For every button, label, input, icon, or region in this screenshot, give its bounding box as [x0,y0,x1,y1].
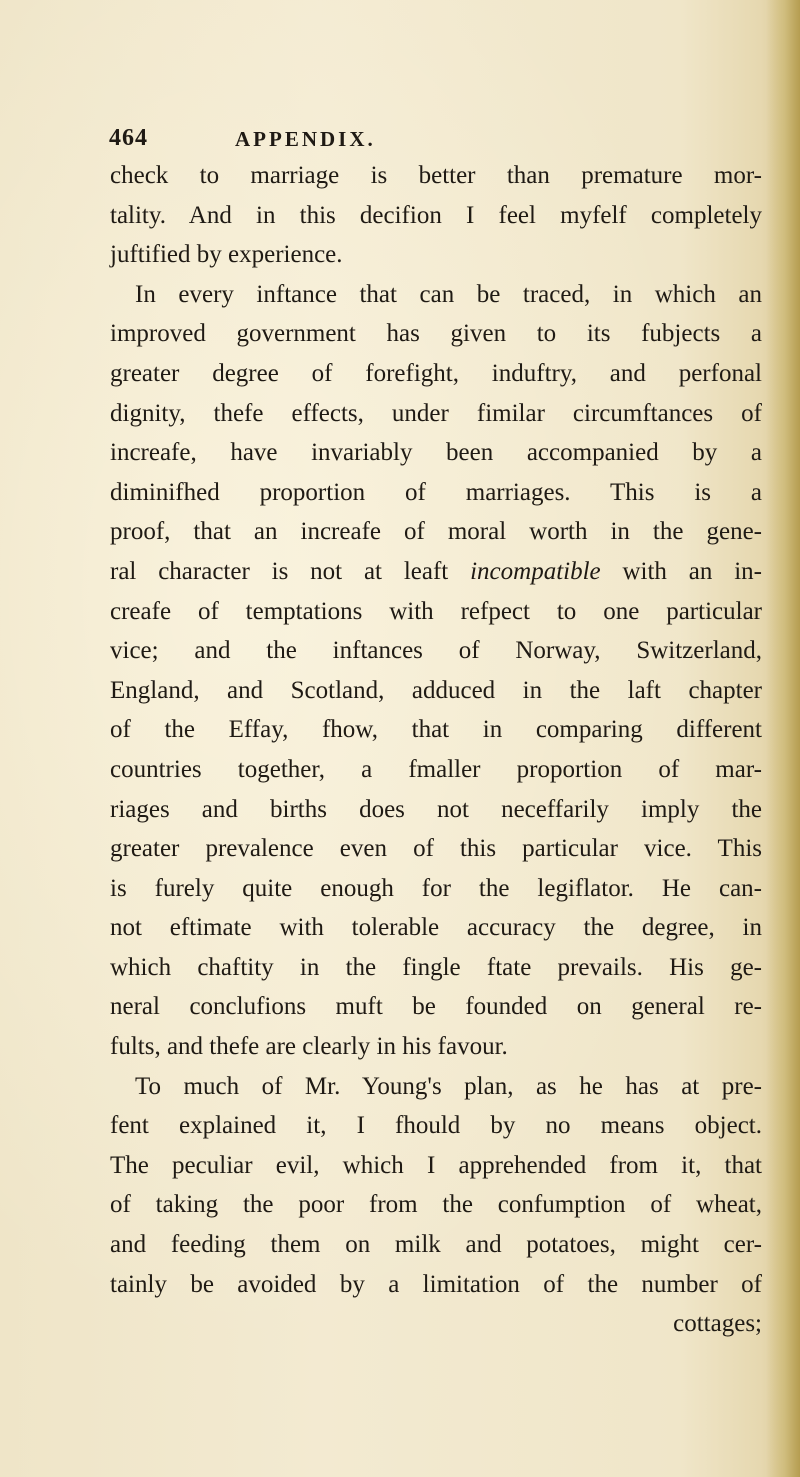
page-number: 464 [109,125,148,151]
text-line: is furely quite enough for the legiflator. He can- [110,874,762,902]
body-text [110,156,762,1344]
paragraph-start-line: To much of Mr. Young's plan, as he has at pre- [135,1072,762,1100]
text-line: and feeding them on milk and potatoes, might cer- [110,1231,762,1259]
text-line: creafe of temptations with refpect to one particular [110,597,762,625]
page-edge-shadow [766,0,800,1477]
text-line: tainly be avoided by a limitation of the number of [110,1270,762,1298]
running-head: APPENDIX. [235,127,376,151]
catchword: cottages; [673,1310,762,1338]
text-line: diminifhed proportion of marriages. This is a [110,478,762,506]
text-fragment: ral character is not at leaft [110,557,471,585]
text-line: riages and births does not neceffarily imply the [110,795,762,823]
text-line: of taking the poor from the confumption of wheat, [110,1191,762,1219]
text-line: juftified by experience. [110,241,343,269]
italic-word: incompatible [470,557,601,585]
text-fragment: with an in- [600,557,762,585]
text-line: vice; and the inftances of Norway, Switzerland, [110,637,762,665]
text-line: countries together, a fmaller proportion of mar- [110,755,762,783]
text-line: England, and Scotland, adduced in the laft chapter [110,676,762,704]
text-line: fent explained it, I fhould by no means object. [110,1112,762,1140]
text-line: improved government has given to its fubjects a [110,320,762,348]
text-line: which chaftity in the fingle ftate prevails. His ge- [110,953,762,981]
text-line: greater prevalence even of this particular vice. This [110,835,762,863]
text-line: proof, that an increafe of moral worth in the gene- [110,518,762,546]
text-line: greater degree of forefight, induftry, and perfonal [110,359,762,387]
text-line: not eftimate with tolerable accuracy the degree, in [110,914,762,942]
text-line: tality. And in this decifion I feel myfelf completely [110,201,762,229]
text-line: dignity, thefe effects, under fimilar circumftances of [110,399,762,427]
text-line-with-italic [110,552,762,592]
text-line: increafe, have invariably been accompanied by a [110,439,762,467]
text-line: neral conclufions muft be founded on general re- [110,993,762,1021]
text-line: check to marriage is better than premature mor- [110,162,762,189]
text-line: fults, and thefe are clearly in his favour. [110,1033,508,1061]
text-line: of the Effay, fhow, that in comparing different [110,716,762,744]
paragraph-start-line: In every inftance that can be traced, in which an [135,280,762,308]
text-line: The peculiar evil, which I apprehended from it, that [110,1151,762,1179]
